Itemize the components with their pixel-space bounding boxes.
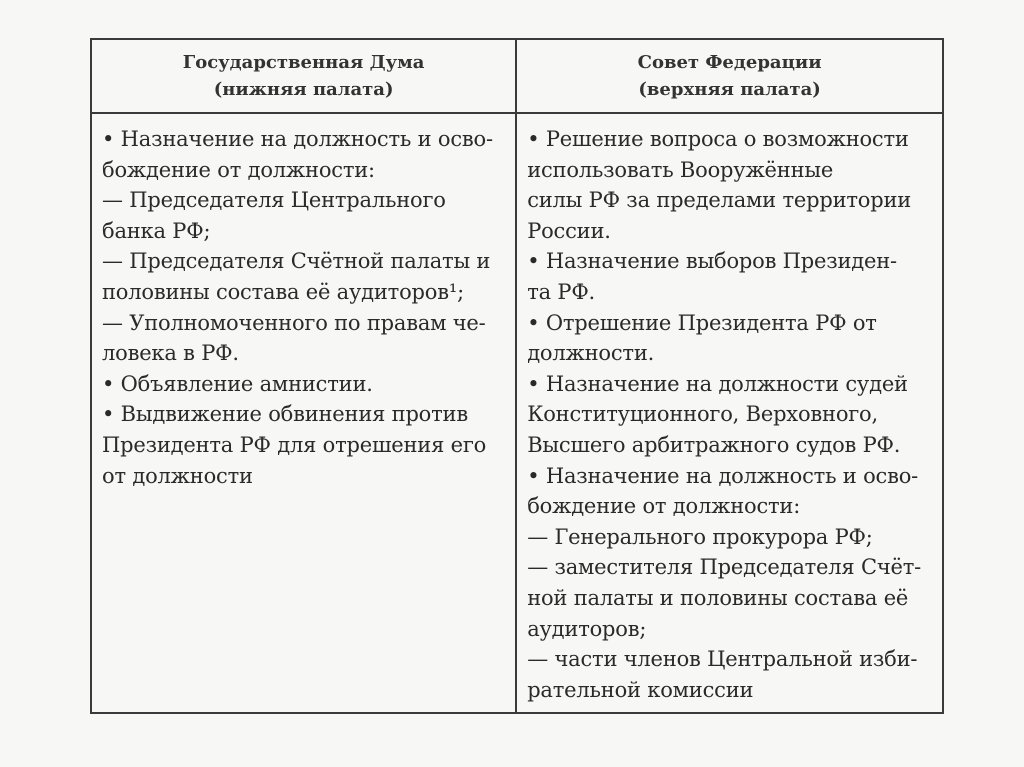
text-line: рательной комиссии: [527, 677, 754, 702]
text-line: использовать Вооружённые: [527, 157, 834, 182]
header-row: [91, 39, 943, 113]
text-line: • Назначение на должность и осво-: [527, 463, 919, 488]
text-line: — заместителя Председателя Счёт-: [527, 555, 922, 580]
header-federation-council-subtitle: (верхняя палата): [638, 79, 821, 100]
text-line: • Выдвижение обвинения против: [102, 402, 468, 427]
text-line: Президента РФ для отрешения его: [102, 432, 487, 457]
text-line: бождение от должности:: [527, 494, 801, 519]
text-line: — Председателя Центрального: [102, 188, 446, 213]
header-state-duma-title: Государственная Дума: [182, 52, 425, 73]
comparison-table: [90, 38, 944, 714]
text-line: • Решение вопроса о возможности: [527, 127, 909, 151]
text-line: • Объявление амнистии.: [102, 371, 373, 396]
body-row: [91, 113, 943, 713]
text-line: аудиторов;: [527, 616, 647, 641]
text-line: ной палаты и половины состава её: [527, 585, 909, 610]
text-line: • Отрешение Президента РФ от: [527, 310, 877, 335]
text-line: Высшего арбитражного судов РФ.: [527, 432, 901, 457]
text-line: — Уполномоченного по правам че-: [102, 310, 486, 335]
text-line: — части членов Центральной изби-: [527, 647, 918, 672]
text-line: — Председателя Счётной палаты и: [102, 249, 491, 274]
text-line: от должности: [102, 463, 253, 488]
text-line: — Генерального прокурора РФ;: [527, 524, 873, 549]
header-state-duma-subtitle: (нижняя палата): [213, 79, 394, 100]
text-line: бождение от должности:: [102, 157, 375, 182]
text-line: Конституционного, Верховного,: [527, 402, 878, 427]
header-state-duma: [91, 39, 516, 113]
text-line: • Назначение на должности судей: [527, 371, 908, 396]
text-line: силы РФ за пределами территории: [527, 188, 912, 213]
text-line: • Назначение на должность и осво-: [102, 127, 493, 151]
text-line: та РФ.: [527, 279, 596, 304]
header-federation-council-title: Совет Федерации: [637, 52, 822, 73]
text-line: банка РФ;: [102, 218, 211, 243]
text-line: ловека в РФ.: [102, 341, 239, 366]
text-line: должности.: [527, 341, 655, 366]
text-line: России.: [527, 218, 611, 243]
text-line: • Назначение выборов Президен-: [527, 249, 897, 274]
state-duma-powers: [91, 113, 516, 713]
text-line: половины состава её аудиторов¹;: [102, 279, 464, 304]
header-federation-council: [516, 39, 943, 113]
federation-council-powers: [516, 113, 943, 713]
